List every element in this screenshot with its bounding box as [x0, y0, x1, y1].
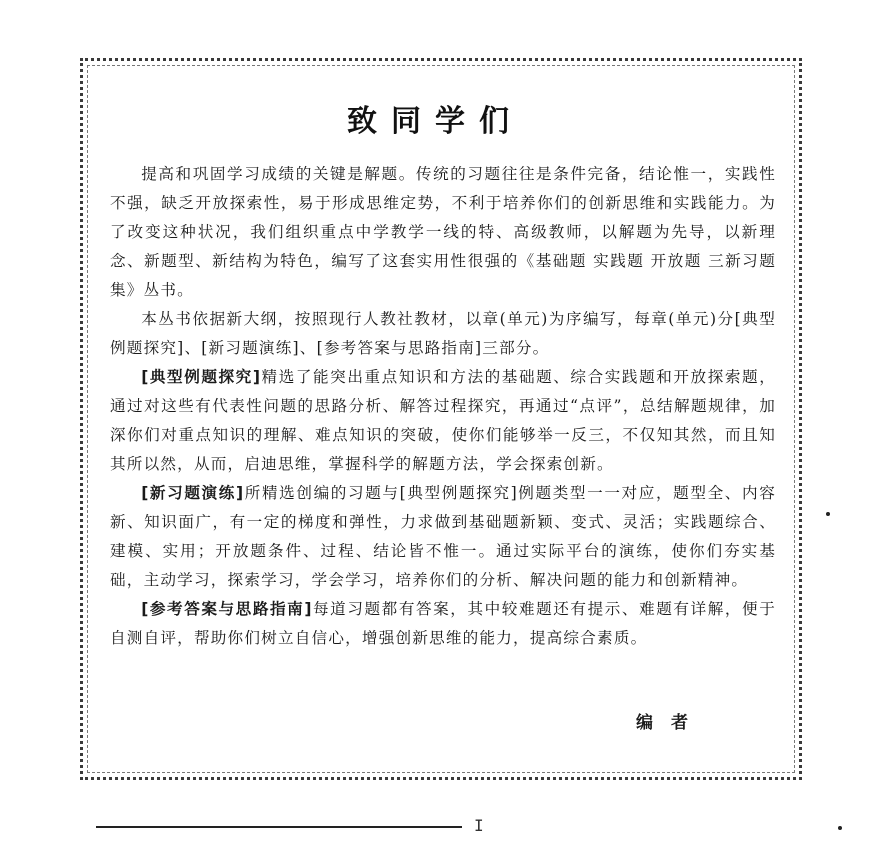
paragraph-structure: 本丛书依据新大纲，按照现行人教社教材，以章(单元)为序编写，每章(单元)分[典型例题探究]、[新习题演练]、[参考答案与思路指南]三部分。: [110, 310, 776, 357]
section-term-example-exploration: [典型例题探究]: [141, 368, 262, 386]
page-title: 致同学们: [347, 104, 523, 139]
scan-speck: [838, 826, 842, 830]
paragraph-answers-guide: [参考答案与思路指南]每道习题都有答案，其中较难题还有提示、难题有详解，便于自测自评，帮助你们树立自信心，增强创新思维的能力，提高综合素质。: [110, 600, 776, 647]
signature: 编者: [636, 713, 706, 733]
section-term-answers-guide: [参考答案与思路指南]: [141, 600, 313, 618]
scan-speck: [826, 512, 830, 516]
footer-rule: [96, 826, 462, 828]
page-number: I: [474, 816, 484, 835]
paragraph-new-exercises: [新习题演练]所精选创编的习题与[典型例题探究]例题类型一一对应，题型全、内容新、知识面广，有一定的梯度和弹性，力求做到基础题新颖、变式、灵活；实践题综合、建模、实用；开放题条件、过程、结论皆不惟一。通过实际平台的演练，使你们夯实基础，主动学习，探索学习，学会学习，培养你们的分析、解决问题的能力和创新精神。: [110, 484, 776, 589]
section-term-new-exercises: [新习题演练]: [141, 484, 245, 502]
letter-body: [110, 160, 776, 653]
paragraph-intro: 提高和巩固学习成绩的关键是解题。传统的习题往往是条件完备，结论惟一，实践性不强，缺乏开放探索性，易于形成思维定势，不利于培养你们的创新思维和实践能力。为了改变这种状况，我们组织重点中学教学一线的特、高级教师，以解题为先导，以新理念、新题型、新结构为特色，编写了这套实用性很强的《基础题 实践题 开放题 三新习题集》丛书。: [110, 165, 776, 299]
paragraph-example-exploration: [典型例题探究]精选了能突出重点知识和方法的基础题、综合实践题和开放探索题，通过对这些有代表性问题的思路分析、解答过程探究，再通过“点评”，总结解题规律，加深你们对重点知识的理解、难点知识的突破，使你们能够举一反三，不仅知其然，而且知其所以然，从而，启迪思维，掌握科学的解题方法，学会探索创新。: [110, 368, 776, 473]
